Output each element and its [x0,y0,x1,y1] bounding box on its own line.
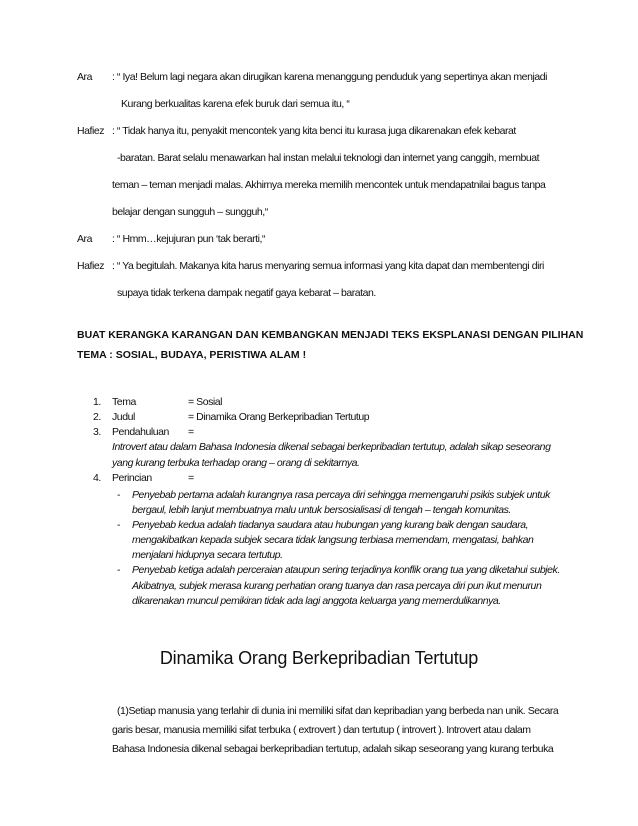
list-number: 4. [93,472,101,484]
dialogue-line: teman – teman menjadi malas. Akhirnya mereka memilih mencontek untuk mendapatnilai bagus tanpa [112,179,546,191]
heading-line: TEMA : SOSIAL, BUDAYA, PERISTIWA ALAM ! [77,349,307,361]
outline-label: Perincian [112,472,152,484]
essay-line: (1)Setiap manusia yang terlahir di dunia ini memiliki sifat dan kepribadian yang berbeda nan unik. Secara [117,705,559,717]
dialogue-line: : “ Tidak hanya itu, penyakit mencontek yang kita benci itu kurasa juga dikarenakan efek kebarat [112,125,516,137]
bullet-dash: - [117,564,121,576]
bullet-text: Penyebab pertama adalah kurangnya rasa percaya diri sehingga memengaruhi psikis subjek untuk [132,489,550,501]
list-number: 2. [93,411,101,423]
outline-value: = Dinamika Orang Berkepribadian Tertutup [188,411,370,423]
bullet-text: Penyebab ketiga adalah perceraian ataupun sering terjadinya konflik orang tua yang diketahui subjek. [132,564,560,576]
list-number: 3. [93,426,101,438]
outline-label: Judul [112,411,135,423]
outline-value: = [188,472,194,484]
bullet-dash: - [117,519,121,531]
outline-label: Pendahuluan [112,426,169,438]
bullet-text: menjalani hidupnya secara tertutup. [132,549,283,561]
dialogue-line: Kurang berkualitas karena efek buruk dari semua itu, “ [121,98,350,110]
outline-value: = Sosial [188,396,223,408]
list-number: 1. [93,396,101,408]
dialogue-line: -baratan. Barat selalu menawarkan hal instan melalui teknologi dan internet yang canggih, membuat [117,152,540,164]
essay-title: Dinamika Orang Berkepribadian Tertutup [159,648,479,668]
outline-label: Tema [112,396,136,408]
essay-line: garis besar, manusia memiliki sifat terbuka ( extrovert ) dan tertutup ( introvert ). Introvert atau dalam [112,724,531,736]
bullet-text: dikarenakan muncul pemikiran tidak ada lagi anggota keluarga yang memerdulikannya. [132,595,501,607]
essay-line: Bahasa Indonesia dikenal sebagai berkepribadian tertutup, adalah sikap seseorang yang kurang terbuka [112,743,554,755]
bullet-dash: - [117,489,121,501]
bullet-text: mengakibatkan kepada subjek secara tidak langsung terbiasa memendam, mengatasi, bahkan [132,534,534,546]
speaker-name: Ara [77,71,92,83]
heading-line: BUAT KERANGKA KARANGAN DAN KEMBANGKAN MENJADI TEKS EKSPLANASI DENGAN PILIHAN [77,329,584,341]
bullet-text: Penyebab kedua adalah tiadanya saudara atau hubungan yang kurang baik dengan saudara, [132,519,529,531]
speaker-name: Hafiez [77,260,105,272]
dialogue-line: : “ Hmm…kejujuran pun ‘tak berarti,“ [112,233,266,245]
dialogue-line: : “ Iya! Belum lagi negara akan dirugikan karena menanggung penduduk yang sepertinya akan menjadi [112,71,547,83]
outline-text: yang kurang terbuka terhadap orang – orang di sekitarnya. [112,457,360,469]
dialogue-line: : “ Ya begitulah. Makanya kita harus menyaring semua informasi yang kita dapat dan membentengi diri [112,260,544,272]
dialogue-line: supaya tidak terkena dampak negatif gaya kebarat – baratan. [117,287,376,299]
speaker-name: Hafiez [77,125,105,137]
bullet-text: Akibatnya, subjek merasa kurang perhatian orang tuanya dan rasa percaya diri pun ikut menurun [132,580,542,592]
speaker-name: Ara [77,233,92,245]
dialogue-line: belajar dengan sungguh – sungguh,“ [112,206,268,218]
outline-text: Introvert atau dalam Bahasa Indonesia dikenal sebagai berkepribadian tertutup, adalah sikap seseorang [112,441,551,453]
outline-value: = [188,426,194,438]
bullet-text: bergaul, lebih lanjut membuatnya malu untuk bersosialisasi di tengah – tengah komunitas. [132,504,511,516]
